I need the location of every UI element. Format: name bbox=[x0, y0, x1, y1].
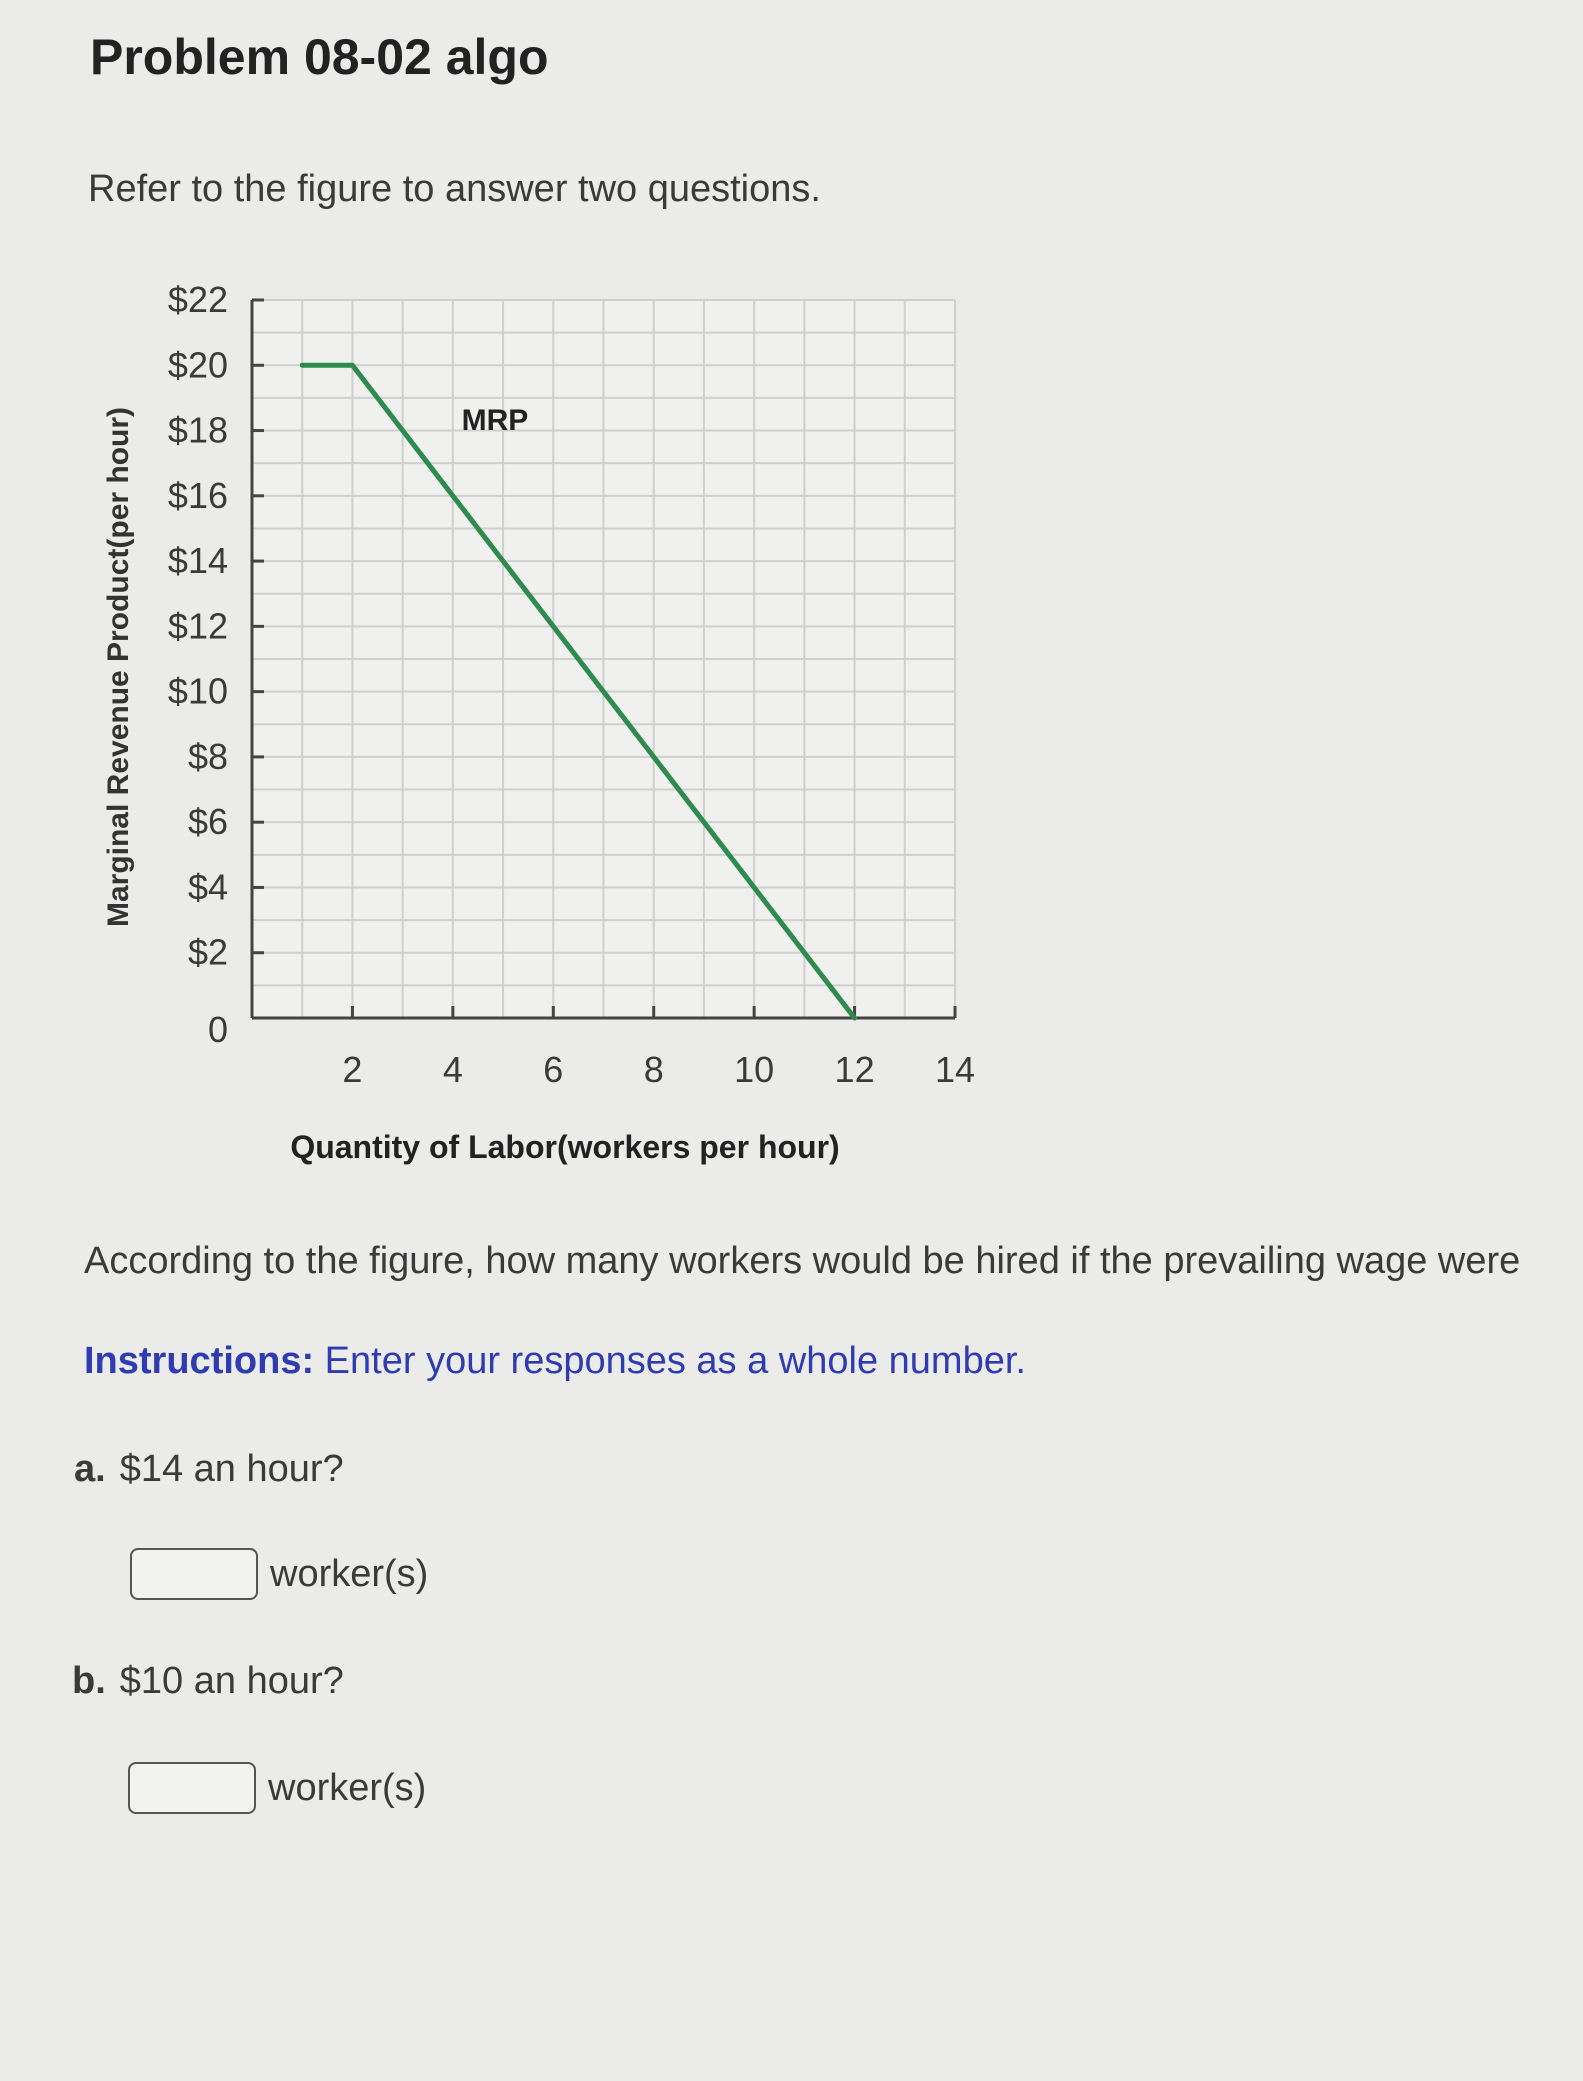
y-tick-label: $18 bbox=[167, 409, 228, 451]
mrp-series-label: MRP bbox=[461, 404, 529, 437]
instructions bbox=[84, 1340, 1026, 1383]
part-a-prompt bbox=[74, 1448, 344, 1491]
x-tick-label: 4 bbox=[442, 1049, 463, 1090]
y-tick-label: $6 bbox=[187, 801, 228, 843]
y-tick-label: $20 bbox=[167, 344, 228, 386]
x-tick-label: 8 bbox=[643, 1049, 664, 1090]
part-b-text: $10 an hour? bbox=[119, 1660, 344, 1702]
y-tick-label: $10 bbox=[167, 670, 228, 712]
y-tick-label: $4 bbox=[187, 866, 228, 908]
x-axis-title: Quantity of Labor(workers per hour) bbox=[290, 1129, 840, 1165]
part-b-letter: b. bbox=[72, 1660, 106, 1702]
instructions-lead: Instructions: bbox=[84, 1340, 315, 1382]
x-tick-label: 10 bbox=[734, 1049, 775, 1090]
part-b-prompt bbox=[72, 1660, 344, 1703]
x-tick-label: 6 bbox=[543, 1049, 564, 1090]
part-b-unit: worker(s) bbox=[268, 1766, 427, 1809]
part-b-answer-row bbox=[128, 1762, 426, 1814]
question-text: According to the figure, how many workers would be hired if the prevailing wage were bbox=[84, 1240, 1521, 1282]
part-a-text: $14 an hour? bbox=[119, 1448, 344, 1490]
part-a-letter: a. bbox=[74, 1448, 106, 1490]
y-tick-label: $16 bbox=[167, 474, 228, 516]
y-axis-title: Marginal Revenue Product(per hour) bbox=[102, 406, 135, 928]
x-tick-label: 2 bbox=[342, 1049, 363, 1090]
y-tick-label: $12 bbox=[167, 605, 228, 647]
y-tick-label: $2 bbox=[187, 931, 228, 973]
instructions-text: Enter your responses as a whole number. bbox=[314, 1340, 1026, 1382]
y-tick-label: $22 bbox=[167, 279, 228, 320]
part-a-unit: worker(s) bbox=[270, 1552, 429, 1595]
problem-title: Problem 08-02 algo bbox=[90, 29, 549, 85]
part-a-answer-row bbox=[130, 1548, 428, 1600]
origin-label: 0 bbox=[207, 1009, 228, 1050]
part-a-answer-input[interactable] bbox=[130, 1548, 258, 1600]
part-b-answer-input[interactable] bbox=[128, 1762, 256, 1814]
y-tick-label: $14 bbox=[167, 540, 228, 582]
y-tick-label: $8 bbox=[187, 735, 228, 777]
x-tick-label: 12 bbox=[834, 1049, 875, 1090]
intro-text: Refer to the figure to answer two questions. bbox=[88, 168, 821, 210]
x-tick-label: 14 bbox=[934, 1049, 976, 1090]
